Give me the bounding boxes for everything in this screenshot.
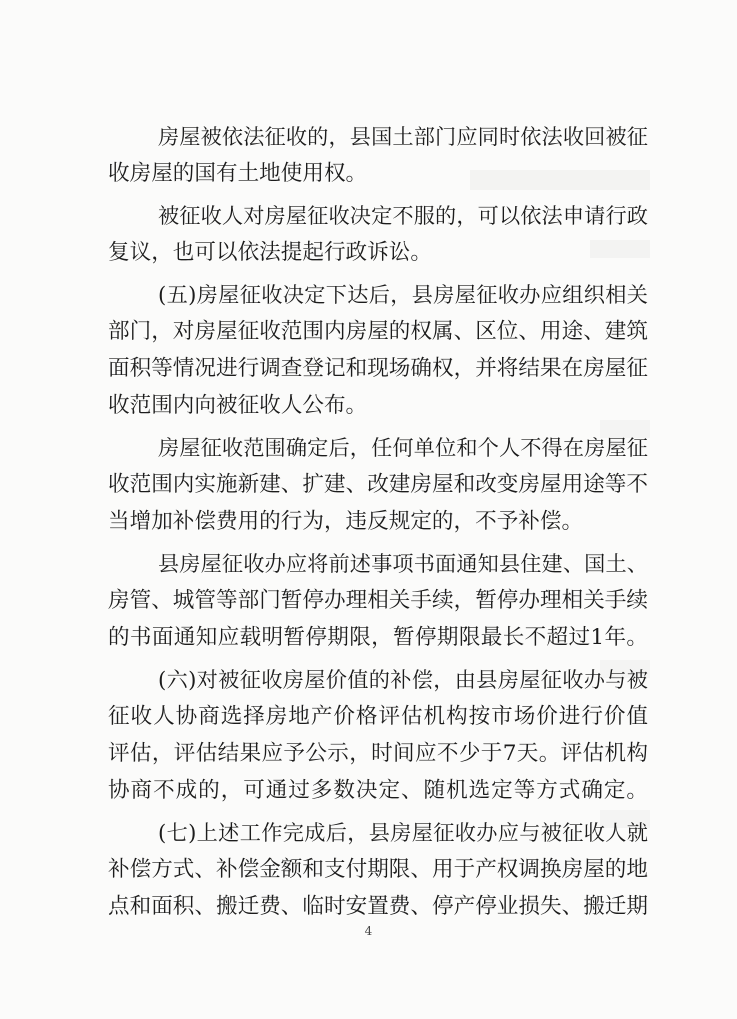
- paragraph-line: 评估，评估结果应予公示，时间应不少于7天。评估机构: [108, 741, 648, 766]
- paragraph-line: 部门，对房屋征收范围内房屋的权属、区位、用途、建筑: [108, 319, 648, 344]
- paragraph-line: 房屋征收范围确定后，任何单位和个人不得在房屋征: [158, 435, 648, 460]
- paragraph-line: 协商不成的，可通过多数决定、随机选定等方式确定。: [108, 778, 648, 803]
- page-number: 4: [364, 924, 373, 938]
- paragraph-line: 点和面积、搬迁费、临时安置费、停产停业损失、搬迁期: [108, 894, 648, 919]
- paragraph-line: 补偿方式、补偿金额和支付期限、用于产权调换房屋的地: [108, 857, 648, 882]
- paragraph-line: 房屋被依法征收的，县国土部门应同时依法收回被征: [158, 124, 648, 149]
- paragraph-line: 的书面通知应载明暂停期限，暂停期限最长不超过1年。: [108, 625, 648, 650]
- paragraph-line: 收范围内向被征收人公布。: [108, 393, 368, 418]
- paragraph-line: (五)房屋征收决定下达后，县房屋征收办应组织相关: [158, 282, 648, 307]
- paragraph-line: 房管、城管等部门暂停办理相关手续，暂停办理相关手续: [108, 588, 648, 613]
- paragraph-line: 县房屋征收办应将前述事项书面通知县住建、国土、: [158, 551, 648, 576]
- paragraph-line: 面积等情况进行调查登记和现场确权，并将结果在房屋征: [108, 356, 648, 381]
- paragraph-line: 被征收人对房屋征收决定不服的，可以依法申请行政: [158, 203, 648, 228]
- paragraph-line: (七)上述工作完成后，县房屋征收办应与被征收人就: [158, 820, 648, 845]
- paragraph-line: 收房屋的国有土地使用权。: [108, 161, 368, 186]
- paragraph-line: 征收人协商选择房地产价格评估机构按市场价进行价值: [108, 704, 648, 729]
- paragraph-line: 当增加补偿费用的行为，违反规定的，不予补偿。: [108, 509, 584, 534]
- paragraph-line: 收范围内实施新建、扩建、改建房屋和改变房屋用途等不: [108, 472, 648, 497]
- paragraph-line: 复议，也可以依法提起行政诉讼。: [108, 240, 432, 265]
- paragraph-line: (六)对被征收房屋价值的补偿，由县房屋征收办与被: [158, 667, 648, 692]
